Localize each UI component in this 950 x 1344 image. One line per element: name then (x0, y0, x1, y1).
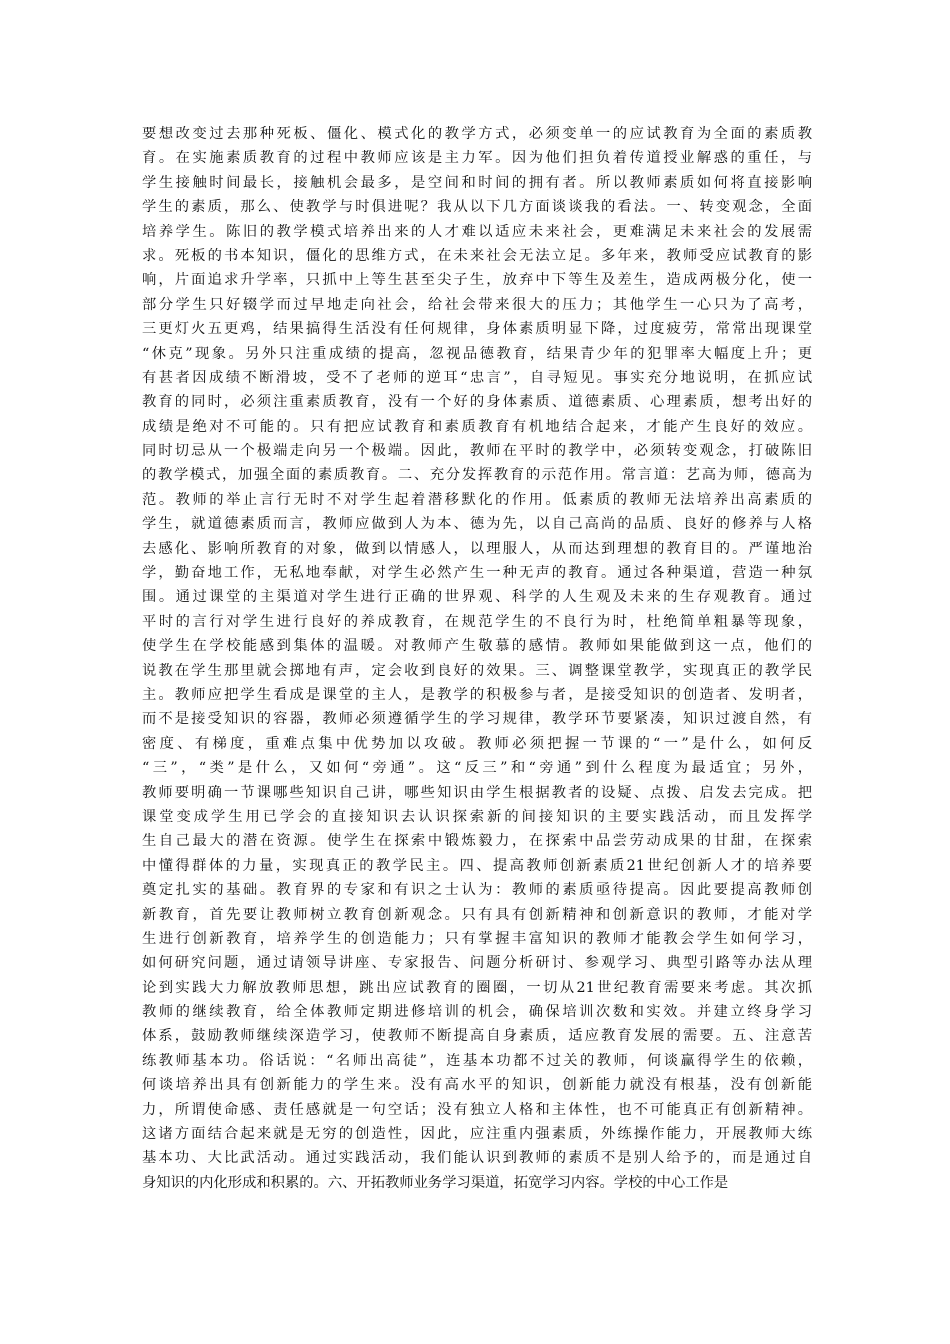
text-line: 生自己最大的潜在资源。使学生在探索中锻炼毅力，在探索中品尝劳动成果的甘甜，在探索 (142, 833, 812, 850)
text-line: 响，片面追求升学率，只抓中上等生甚至尖子生，放弃中下等生及差生，造成两极分化，使一 (142, 272, 812, 289)
text-line: 学，勤奋地工作，无私地奉献，对学生必然产生一种无声的教育。通过各种渠道，营造一种氛 (142, 565, 812, 582)
text-line: 练教师基本功。俗话说：“名师出高徒”，连基本功都不过关的教师，何谈赢得学生的依赖， (142, 1052, 812, 1069)
text-line: 说教在学生那里就会掷地有声，定会收到良好的效果。三、调整课堂教学，实现真正的教学民 (142, 662, 812, 679)
text-line: 学生，就道德素质而言，教师应做到人为本、德为先，以自己高尚的品质、良好的修养与人格 (142, 516, 812, 533)
text-line: 这诸方面结合起来就是无穷的创造性，因此，应注重内强素质，外练操作能力，开展教师大练 (142, 1126, 812, 1143)
text-line: 主。教师应把学生看成是课堂的主人，是教学的积极参与者，是接受知识的创造者、发明者， (142, 686, 812, 703)
text-line: 教育的同时，必须注重素质教育，没有一个好的身体素质、道德素质、心理素质，想考出好的 (142, 394, 812, 411)
text-line: 有甚者因成绩不断滑坡，受不了老师的逆耳“忠言”，自寻短见。事实充分地说明，在抓应试 (142, 369, 812, 386)
text-line: 的教学模式，加强全面的素质教育。二、充分发挥教育的示范作用。常言道：艺高为师，德高为 (142, 467, 812, 484)
text-line: 如何研究问题，通过请领导讲座、专家报告、问题分析研讨、参观学习、典型引路等办法从理 (142, 955, 812, 972)
text-line: 力，所谓使命感、责任感就是一句空话；没有独立人格和主体性，也不可能真正有创新精神。 (142, 1101, 812, 1118)
text-line: 去感化、影响所教育的对象，做到以情感人，以理服人，从而达到理想的教育目的。严谨地治 (142, 540, 812, 557)
text-line: 论到实践大力解放教师思想，跳出应试教育的圈圈，一切从21世纪教育需要来考虑。其次抓 (142, 979, 812, 996)
text-line: 学生的素质，那么、使教学与时俱进呢？我从以下几方面谈谈我的看法。一、转变观念，全面 (142, 199, 812, 216)
text-line: 教师要明确一节课哪些知识自己讲，哪些知识由学生根据教者的设疑、点拨、启发去完成。把 (142, 784, 812, 801)
text-line: 成绩是绝对不可能的。只有把应试教育和素质教育有机地结合起来，才能产生良好的效应。 (142, 418, 812, 435)
text-line: “休克”现象。另外只注重成绩的提高，忽视品德教育，结果青少年的犯罪率大幅度上升；更 (142, 345, 812, 362)
text-line: 部分学生只好辍学而过早地走向社会，给社会带来很大的压力；其他学生一心只为了高考， (142, 296, 812, 313)
text-line: 课堂变成学生用已学会的直接知识去认识探索新的间接知识的主要实践活动，而且发挥学 (142, 808, 812, 825)
text-line: 学生接触时间最长，接触机会最多，是空间和时间的拥有者。所以教师素质如何将直接影响 (142, 174, 812, 191)
text-line: 平时的言行对学生进行良好的养成教育，在规范学生的不良行为时，杜绝简单粗暴等现象， (142, 613, 812, 630)
text-line: 使学生在学校能感到集体的温暖。对教师产生敬慕的感情。教师如果能做到这一点，他们的 (142, 638, 812, 655)
text-line: 何谈培养出具有创新能力的学生来。没有高水平的知识，创新能力就没有根基，没有创新能 (142, 1077, 812, 1094)
body-text (142, 122, 812, 1195)
text-line: 围。通过课堂的主渠道对学生进行正确的世界观、科学的人生观及未来的生存观教育。通过 (142, 589, 812, 606)
text-line: 求。死板的书本知识，僵化的思维方式，在未来社会无法立足。多年来，教师受应试教育的影 (142, 247, 812, 264)
text-line: 培养学生。陈旧的教学模式培养出来的人才难以适应未来社会，更难满足未来社会的发展需 (142, 223, 812, 240)
text-line: 范。教师的举止言行无时不对学生起着潜移默化的作用。低素质的教师无法培养出高素质的 (142, 491, 812, 508)
text-line: 体系，鼓励教师继续深造学习，使教师不断提高自身素质，适应教育发展的需要。五、注意苦 (142, 1028, 812, 1045)
text-line: “三”，“类”是什么，又如何“旁通”。这“反三”和“旁通”到什么程度为最适宜；另外， (142, 760, 812, 777)
text-line: 同时切忌从一个极端走向另一个极端。因此，教师在平时的教学中，必须转变观念，打破陈旧 (142, 443, 812, 460)
text-line: 育。在实施素质教育的过程中教师应该是主力军。因为他们担负着传道授业解惑的重任，与 (142, 150, 812, 167)
text-line: 基本功、大比武活动。通过实践活动，我们能认识到教师的素质不是别人给予的，而是通过自 (142, 1150, 812, 1167)
text-line: 教师的继续教育，给全体教师定期进修培训的机会，确保培训次数和实效。并建立终身学习 (142, 1004, 812, 1021)
text-line: 中懂得群体的力量，实现真正的教学民主。四、提高教师创新素质21世纪创新人才的培养要 (142, 857, 812, 874)
text-line: 三更灯火五更鸡，结果搞得生活没有任何规律，身体素质明显下降，过度疲劳，常常出现课堂 (142, 321, 812, 338)
text-line: 身知识的内化形成和积累的。六、开拓教师业务学习渠道，拓宽学习内容。学校的中心工作是 (142, 1174, 729, 1191)
text-line: 生进行创新教育，培养学生的创造能力；只有掌握丰富知识的教师才能教会学生如何学习， (142, 930, 812, 947)
text-line: 新教育，首先要让教师树立教育创新观念。只有具有创新精神和创新意识的教师，才能对学 (142, 906, 812, 923)
text-line: 密度、有梯度，重难点集中优势加以攻破。教师必须把握一节课的“一”是什么，如何反 (142, 735, 812, 752)
text-line: 要想改变过去那种死板、僵化、模式化的教学方式，必须变单一的应试教育为全面的素质教 (142, 126, 812, 142)
text-line: 奠定扎实的基础。教育界的专家和有识之士认为：教师的素质亟待提高。因此要提高教师创 (142, 882, 812, 899)
text-line: 而不是接受知识的容器，教师必须遵循学生的学习规律，教学环节要紧凑，知识过渡自然，有 (142, 711, 812, 728)
